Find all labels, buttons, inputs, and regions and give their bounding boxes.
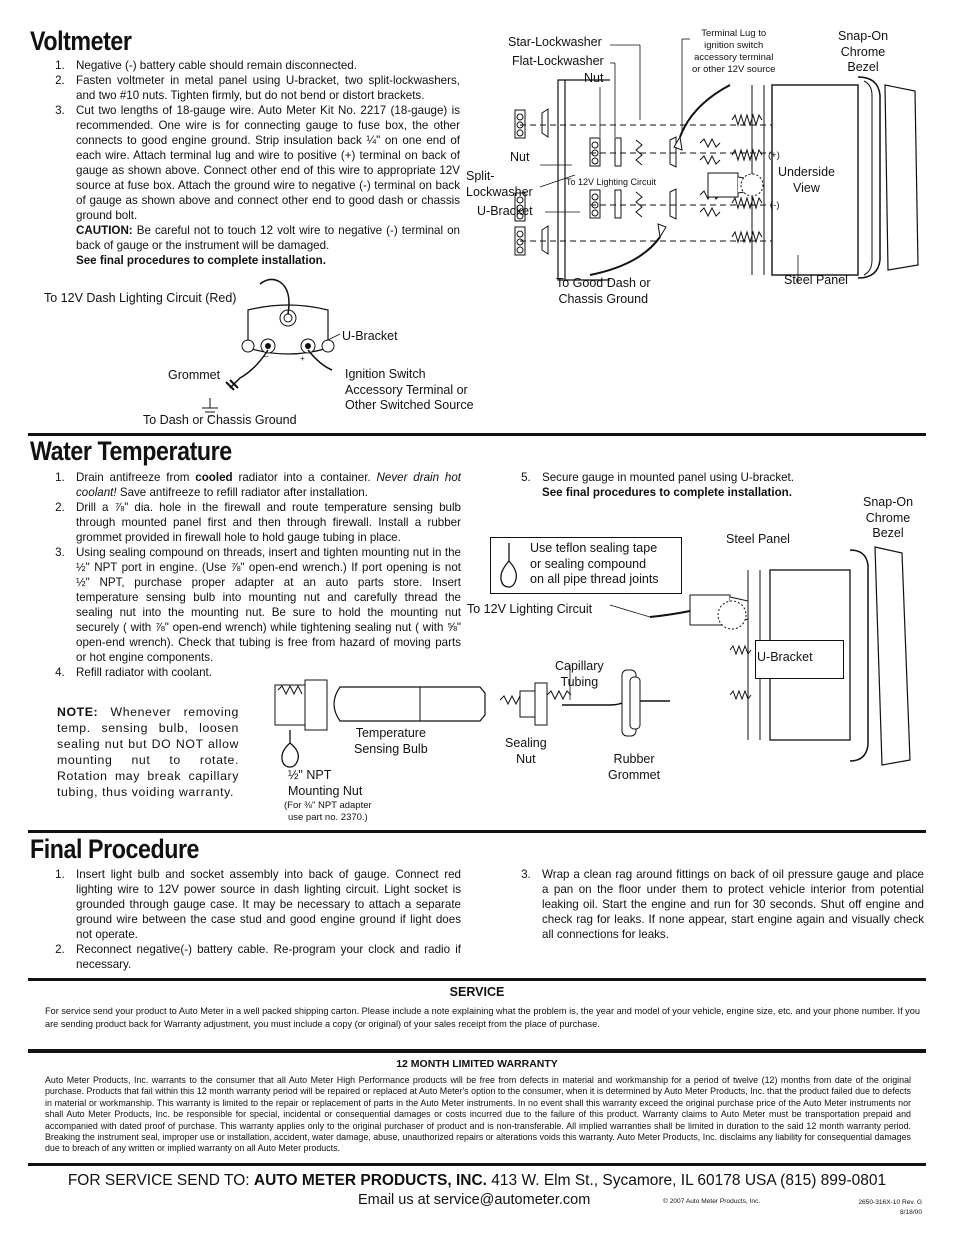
nut-top-label: Nut [584, 71, 604, 85]
service-title: SERVICE [449, 985, 505, 999]
teflon-label: Use teflon sealing tape or sealing compound on all pipe thread joints [530, 541, 659, 586]
section-divider-2 [28, 830, 926, 833]
water-step-1-a: Drain antifreeze from [76, 471, 196, 484]
rubber-grommet-label: Rubber Grommet [608, 752, 661, 782]
final-step-1: 1. Insert light bulb and socket assembly into back of gauge. Connect red lighting wire to 12V power source in dash lighting circuit. Light socket is grounded through gauge case. It may be necessary to attach a separate ground wire between the case stud and good engine ground if light does not operate. [68, 867, 461, 942]
voltmeter-step-3-text: Cut two lengths of 18-gauge wire. Auto Meter Kit No. 2217 (18-gauge) is recommended. One wire is for connecting gauge to fuse box, the other connects to good engine ground. Strip insulation back ¼" on one end of each wire. Attach terminal lug and wire to positive (+) terminal on back of gauge as shown above. Connect other end of this wire to appropriate 12V source at fuse box. Attach the ground wire to negative (-) terminal on back of gauge as shown above and connect other end to good dash or chassis ground bolt. [76, 104, 460, 222]
nut-left-label: Nut [510, 150, 530, 164]
section-divider-5 [28, 1163, 926, 1166]
water-step-4: 4. Refill radiator with coolant. [68, 665, 461, 680]
back-u-bracket-label: U-Bracket [342, 329, 398, 343]
npt-nut-label: ½" NPT Mounting Nut [288, 768, 363, 798]
terminal-lug-label: Terminal Lug to ignition switch accessory terminal or other 12V source [692, 28, 776, 75]
warranty-title: 12 MONTH LIMITED WARRANTY [396, 1058, 558, 1070]
note-label: NOTE: [57, 705, 99, 719]
final-steps-right [494, 867, 924, 942]
sealing-nut-label: Sealing Nut [505, 736, 547, 766]
water-to-12v-label: To 12V Lighting Circuit [467, 602, 593, 616]
final-steps-left [28, 867, 461, 972]
footer-part-number [826, 1198, 922, 1218]
temp-bulb-label: Temperature Sensing Bulb [354, 726, 428, 756]
water-bezel-label: Snap-On Chrome Bezel [863, 495, 914, 540]
underside-view-label: Underside View [778, 165, 835, 195]
back-minus-label: – [264, 352, 269, 361]
water-see-final: See final procedures to complete installation. [542, 486, 792, 499]
water-u-bracket-label: U-Bracket [757, 650, 813, 664]
water-step-5-text: Secure gauge in mounted panel using U-bracket. [542, 471, 794, 484]
back-plus-label: + [300, 354, 305, 363]
water-step-5-list [494, 470, 914, 500]
voltmeter-bezel-label: Snap-On Chrome Bezel [838, 29, 889, 74]
footer-copyright: © 2007 Auto Meter Products, Inc. [663, 1198, 761, 1205]
npt-adapter-label: (For ⅜" NPT adapter use part no. 2370.) [284, 800, 372, 823]
service-text: For service send your product to Auto Meter in a well packed shipping carton. Please include a note explaining what the problem is, the year and model of your vehicle, engine size, etc. and your phone number. If you are sending product back for Warranty adjustment, you must include a copy (or original) of your sales receipt from the place of purchase. [45, 1006, 920, 1029]
water-step-1 [68, 470, 461, 500]
voltmeter-step-2: 2. Fasten voltmeter in metal panel using U-bracket, two split-lockwashers, and two #10 nuts. Tighten firmly, but do not bend or distort brackets. [68, 73, 460, 103]
voltmeter-steel-panel-label: Steel Panel [784, 273, 848, 287]
caution-text: Be careful not to touch 12 volt wire to negative (-) terminal on back of gauge or the instrument will be damaged. [76, 224, 460, 252]
part-no: 2650-316X-10 Rev. G [858, 1199, 922, 1206]
to-12v-lighting-label: To 12V Lighting Circuit [566, 177, 657, 187]
split-lockwasher-label: Split- Lockwasher [466, 169, 533, 199]
warranty-text: Auto Meter Products, Inc. warrants to the consumer that all Auto Meter High Performance products will be free from defects in material and workmanship for a period of twelve (12) months from date of the original purchase. Products that fail within this 12 month warranty period will be repaired or replaced at Auto Meter's option to the consumer, when it is determined by Auto Meter Products, Inc. that the product failed due to defects in material or workmanship. This warranty is limited to the repair or replacement of parts in the Auto Meter instruments. In no event shall this warranty exceed the original purchase price of the Auto Meter instruments nor shall Auto Meter Products, Inc. be responsible for special, incidental or consequential damages or costs incurred due to the failure of this product. Warranty claims to Auto Meter must be transportation prepaid and accompanied with dated proof of purchase. This warranty applies only to the original purchaser of product and is non-transferable. All implied warranties shall be limited in duration to the said 12 month warranty period. Breaking the instrument seal, improper use or installation, accident, water damage, abuse, unauthorized repairs or alterations voids this warranty. Auto Meter Products, Inc. disclaims any liability for consequential damages due to breach of any written or implied warranty on all Auto Meter products. [45, 1075, 911, 1154]
caution-label: CAUTION: [76, 224, 133, 237]
voltmeter-u-bracket-label: U-Bracket [477, 204, 533, 218]
final-procedure-title: Final Procedure [30, 834, 200, 864]
capillary-tubing-label: Capillary Tubing [555, 659, 604, 689]
section-divider-4 [28, 1049, 926, 1053]
water-step-1-bold: cooled [195, 471, 233, 484]
star-lockwasher-label: Star-Lockwasher [508, 35, 602, 49]
voltmeter-step-1: 1. Negative (-) battery cable should remain disconnected. [68, 58, 460, 73]
final-step-2: 2. Reconnect negative(-) battery cable. Re-program your clock and radio if necessary. [68, 942, 461, 972]
ignition-switch-label: Ignition Switch Accessory Terminal or Other Switched Source [345, 367, 474, 412]
water-step-1-italic: Never drain hot coolant! [76, 471, 461, 499]
footer-service-line [0, 1172, 954, 1190]
grommet-label: Grommet [168, 368, 221, 382]
voltmeter-steps [28, 58, 460, 268]
voltmeter-title: Voltmeter [30, 26, 132, 56]
water-note [57, 704, 239, 800]
water-step-5 [534, 470, 914, 500]
final-step-3: 3. Wrap a clean rag around fittings on back of oil pressure gauge and place a pan on the floor under them to protect vehicle interior from potential leaking oil. Start the engine and run for 30 seconds. Shut off engine and check rag for leaks. If none appear, start engine again and visually check all connections for leaks. [534, 867, 924, 942]
water-step-1-c: Save antifreeze to refill radiator after installation. [116, 486, 368, 499]
footer-prefix: FOR SERVICE SEND TO: [67, 1172, 254, 1189]
note-text: Whenever removing temp. sensing bulb, loosen sealing nut but DO NOT allow mounting nut to rotate. Rotation may break capillary tubing, thus voiding warranty. [57, 705, 239, 799]
water-temp-title: Water Temperature [30, 436, 232, 466]
to-12v-dash-red-label: To 12V Dash Lighting Circuit (Red) [44, 291, 237, 305]
footer-email[interactable]: Email us at service@autometer.com [358, 1192, 591, 1208]
voltmeter-see-final: See final procedures to complete installation. [76, 254, 326, 267]
footer-address: 413 W. Elm St., Sycamore, IL 60178 USA (815) 899-0801 [486, 1172, 887, 1189]
revision-date: 8/18/00 [900, 1209, 922, 1216]
to-dash-chassis-label: To Dash or Chassis Ground [143, 413, 297, 427]
section-divider-3 [28, 978, 926, 981]
footer-company: AUTO METER PRODUCTS, INC. [253, 1172, 487, 1189]
water-step-1-b: radiator into a container. [232, 471, 377, 484]
water-steel-panel-label: Steel Panel [726, 532, 790, 546]
water-step-2: 2. Drill a ⅞" dia. hole in the firewall and route temperature sensing bulb through mounted panel first and then through firewall. Install a rubber grommet provided in firewall hole to hold gauge tubing in place. [68, 500, 461, 545]
voltmeter-step-3 [68, 103, 460, 268]
minus-terminal-label: (-) [770, 200, 780, 211]
to-good-dash-label: To Good Dash or Chassis Ground [556, 276, 651, 306]
flat-lockwasher-label: Flat-Lockwasher [512, 54, 604, 68]
water-step-3: 3. Using sealing compound on threads, insert and tighten mounting nut in the ½" NPT port in engine. (Use ⅞" open-end wrench.) If port opening is not ½" NPT, purchase proper adapter at an auto parts store. Insert temperature sensing bulb into mounting nut and carefully thread the sealing nut into the mounting nut. Be sure to hold the mounting nut securely ( with ⅞" open-end wrench) while tightening sealing nut ( with ⅝" open-end wrench). Check that tubing is free from hazard of moving parts or hot engine components. [68, 545, 461, 665]
plus-terminal-label: (+) [768, 150, 780, 161]
